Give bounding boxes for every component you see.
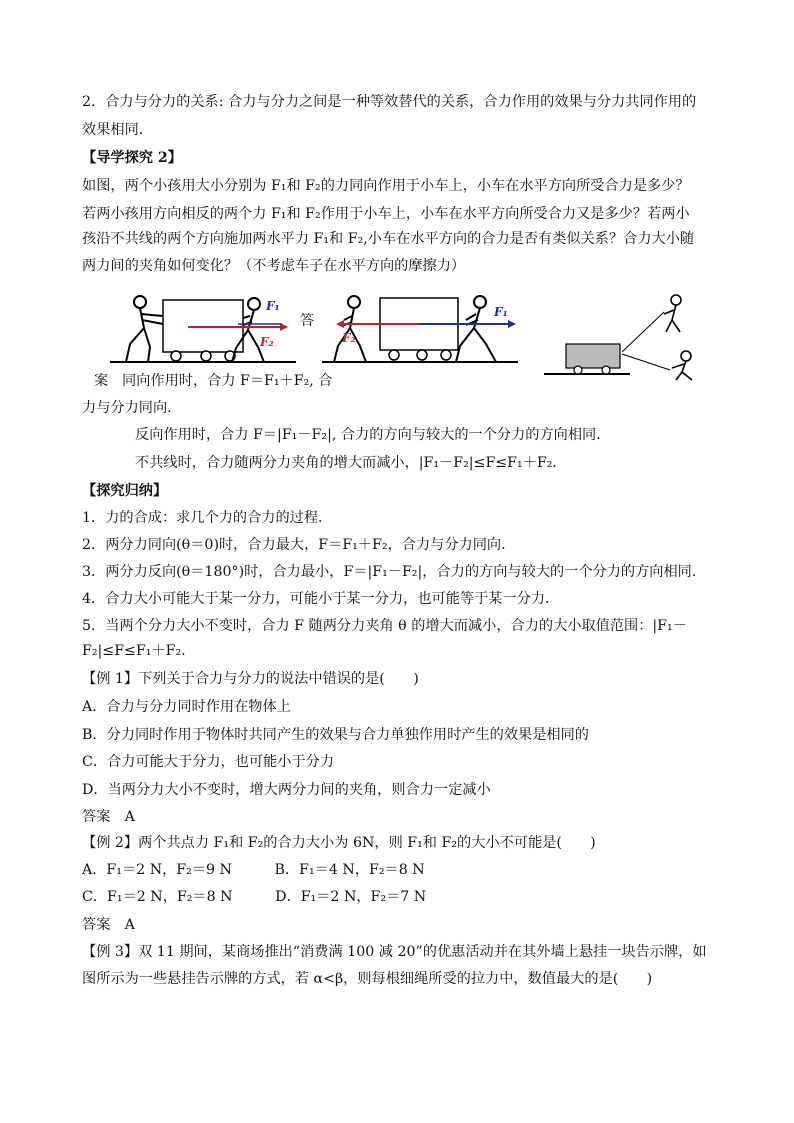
kid-upper <box>664 295 681 332</box>
cart-wheel <box>417 350 427 360</box>
cart-wheel <box>441 350 451 360</box>
label-f2: F₂ <box>342 331 356 345</box>
summary-item-5: 5．当两个分力大小不变时，合力 F 随两分力夹角 θ 的增大而减小，合力的大小取值范围：|F₁－ <box>82 618 687 634</box>
cart-box <box>566 344 620 368</box>
answer-label-char2: 案 <box>94 373 109 389</box>
example3-question-line-1: 【例 3】双 11 期间，某商场推出“消费满 100 减 20”的优惠活动并在其外墙上悬挂一块告示牌，如 <box>82 944 707 960</box>
summary-item-4: 4．合力大小可能大于某一分力，可能小于某一分力，也可能等于某一分力． <box>82 591 560 607</box>
force-f1-arrowhead <box>508 320 516 328</box>
explore2-line-2: 若两小孩用方向相反的两个力 F₁和 F₂作用于小车上，小车在水平方向所受合力又是多少？若两小 <box>82 206 690 222</box>
summary-item-2: 2．两分力同向(θ＝0)时，合力最大，F＝F₁＋F₂，合力与分力同向． <box>82 537 516 553</box>
cart-wheel <box>171 351 181 361</box>
figure-noncollinear <box>542 292 702 382</box>
explore2-line-4: 两力间的夹角如何变化？（不考虑车子在水平方向的摩擦力） <box>82 258 466 274</box>
summary-item-3: 3．两分力反向(θ＝180°)时，合力最小，F＝|F₁－F₂|，合力的方向与较大的一个分力的方向相同． <box>82 564 707 580</box>
explore2-line-3: 孩沿不共线的两个方向施加两水平力 F₁和 F₂,小车在水平方向的合力是否有类似关系？合力大小随 <box>82 231 695 247</box>
kid-pushing-left <box>126 296 163 362</box>
section-heading-explore2: 【导学探究 2】 <box>82 150 182 166</box>
example2-options-cd: C．F₁＝2 N，F₂＝8 N D．F₁＝2 N，F₂＝7 N <box>82 889 427 905</box>
explore2-line-1: 如图，两个小孩用大小分别为 F₁和 F₂的力同向作用于小车上，小车在水平方向所受合力是多少？ <box>82 178 690 194</box>
example2-options-ab: A．F₁＝2 N，F₂＝9 N B．F₁＝4 N，F₂＝8 N <box>82 862 425 878</box>
summary-item-5-cont: F₂|≤F≤F₁＋F₂. <box>82 643 186 659</box>
summary-item-1: 1．力的合成：求几个力的合力的过程． <box>82 510 333 526</box>
example1-answer: 答案 A <box>82 809 135 825</box>
answer-same-direction: 同向作用时，合力 F＝F₁＋F₂, 合 <box>122 373 333 389</box>
force-f2-arrowhead <box>336 320 344 328</box>
cart-wheel <box>602 366 610 374</box>
label-f1: F₁ <box>266 299 280 313</box>
example3-question-line-2: 图所示为一些悬挂告示牌的方式，若 α<β，则每根细绳所受的拉力中，数值最大的是( ) <box>82 971 653 987</box>
intro-line-2: 效果相同． <box>82 122 153 138</box>
example1-question: 【例 1】下列关于合力与分力的说法中错误的是( ) <box>82 671 419 687</box>
kid-lower <box>672 351 692 380</box>
example1-option-b: B．分力同时作用于物体时共同产生的效果与合力单独作用时产生的效果是相同的 <box>82 727 589 743</box>
answer-label-char1: 答 <box>300 313 315 329</box>
cart-wheel <box>574 366 582 374</box>
answer-opposite: 反向作用时，合力 F＝|F₁－F₂|, 合力的方向与较大的一个分力的方向相同． <box>135 427 611 443</box>
kid-pulling-left <box>334 296 366 362</box>
intro-line-1: 2．合力与分力的关系: 合力与分力之间是一种等效替代的关系，合力作用的效果与分力共同作用的 <box>82 94 697 110</box>
example2-answer: 答案 A <box>82 917 135 933</box>
cart-wheel <box>389 350 399 360</box>
kid-pulling-right <box>456 296 496 362</box>
answer-noncollinear: 不共线时，合力随两分力夹角的增大而减小，|F₁－F₂|≤F≤F₁＋F₂． <box>135 455 567 471</box>
label-f1: F₁ <box>494 305 508 319</box>
rope-upper <box>622 312 664 352</box>
example1-option-a: A．合力与分力同时作用在物体上 <box>82 699 291 715</box>
section-heading-summary: 【探究归纳】 <box>82 483 168 499</box>
answer-same-direction-cont: 力与分力同向． <box>82 400 182 416</box>
example2-question: 【例 2】两个共点力 F₁和 F₂的合力大小为 6N，则 F₁和 F₂的大小不可能是( ) <box>82 835 596 851</box>
figure-opposite-direction <box>320 292 520 368</box>
example1-option-c: C．合力可能大于分力，也可能小于分力 <box>82 754 335 770</box>
rope-lower <box>622 354 670 370</box>
cart-wheel <box>201 351 211 361</box>
figure-same-direction <box>108 292 298 368</box>
label-f2: F₂ <box>260 335 274 349</box>
example1-option-d: D．当两分力大小不变时，增大两分力间的夹角，则合力一定减小 <box>82 782 491 798</box>
